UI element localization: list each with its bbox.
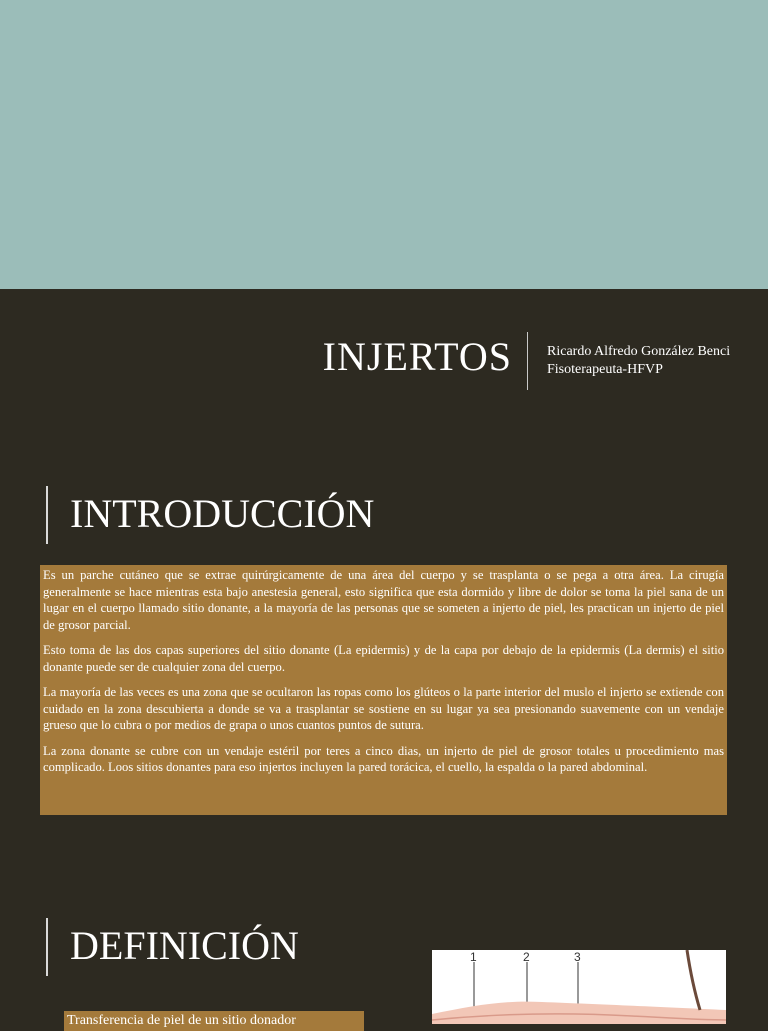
title-divider xyxy=(527,332,528,390)
author-block xyxy=(547,343,730,379)
intro-paragraph: La zona donante se cubre con un vendaje estéril por teres a cinco dias, un injerto de piel de grosor totales u procedimiento mas complicado. Loos sitios donantes para eso injertos incluyen la pared torácica, el cuello, la espalda o la pared abdominal. xyxy=(43,743,724,774)
definition-text-box xyxy=(64,1011,364,1031)
skin-surface xyxy=(432,1002,726,1024)
definition-heading: DEFINICIÓN xyxy=(70,923,299,968)
author-role: Fisoterapeuta-HFVP xyxy=(547,362,663,377)
hair-strand xyxy=(687,950,700,1010)
diagram-label-3: 3 xyxy=(574,950,581,964)
presentation-title: INJERTOS xyxy=(322,334,512,379)
intro-paragraph: Es un parche cutáneo que se extrae quirúrgicamente de una área del cuerpo y se trasplanta o se pega a otra área. La cirugía generalmente se hace mientras esta bajo anestesia general, esto significa que esta dormido y libre de dolor se toma la piel sana de un lugar en el cuerpo llamado sitio donante, a la mayoría de las personas que se someten a injerto de piel, les practican un injerto de piel de grosor parcial. xyxy=(43,568,724,632)
section-bar-definition xyxy=(46,918,48,976)
diagram-label-2: 2 xyxy=(523,950,530,964)
intro-paragraph: Esto toma de las dos capas superiores del sitio donante (La epidermis) y de la capa por debajo de la epidermis (La dermis) el sitio donante puede ser de cualquier zona del cuerpo. xyxy=(43,643,724,674)
skin-layers-diagram xyxy=(432,950,726,1024)
intro-paragraph: La mayoría de las veces es una zona que se ocultaron las ropas como los glúteos o la parte interior del muslo el injerto se extiende con cuidado en la zona descubierta a donde se va a trasplantar se sostiene en su lugar ya sea presionando suavemente con un vendaje grueso que lo cubra o por medios de grapa o unos cuantos puntos de sutura. xyxy=(43,685,724,732)
introduction-text-box xyxy=(40,565,727,815)
section-bar-intro xyxy=(46,486,48,544)
previous-slide-band xyxy=(0,0,768,289)
diagram-label-1: 1 xyxy=(470,950,477,964)
introduction-heading: INTRODUCCIÓN xyxy=(70,491,375,536)
definition-text: Transferencia de piel de un sitio donador xyxy=(67,1013,296,1028)
author-name: Ricardo Alfredo González Benci xyxy=(547,344,731,359)
